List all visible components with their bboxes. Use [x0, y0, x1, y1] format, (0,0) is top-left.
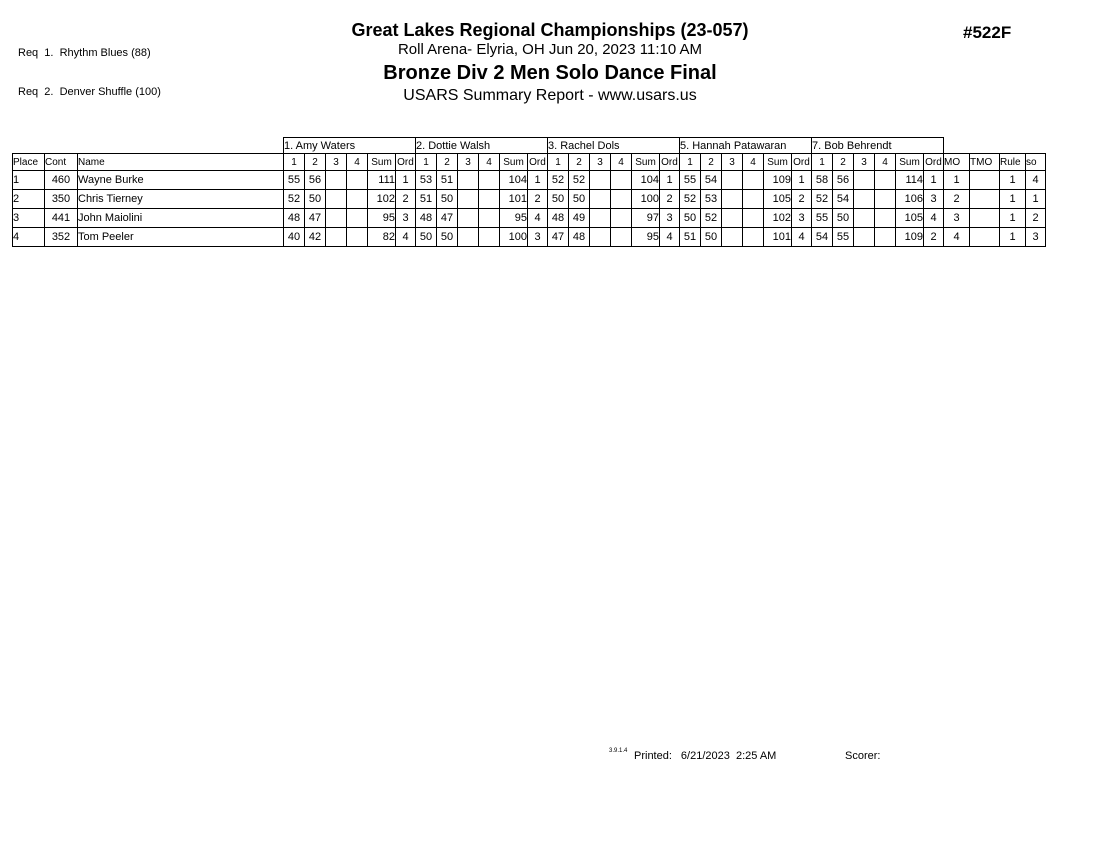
sum-cell: 95	[632, 228, 660, 247]
championship-title: Great Lakes Regional Championships (23-057)	[351, 20, 749, 40]
name-cell: Wayne Burke	[78, 171, 284, 190]
header-judge1-4: 4	[347, 154, 368, 171]
req-line-1: Req 1. Rhythm Blues (88)	[18, 47, 151, 59]
score-cell: 48	[284, 209, 305, 228]
ord-cell: 3	[396, 209, 416, 228]
ord-cell: 3	[924, 190, 944, 209]
score-cell	[743, 228, 764, 247]
score-cell: 50	[305, 190, 326, 209]
score-cell: 56	[305, 171, 326, 190]
score-cell	[458, 228, 479, 247]
judge-name: 3. Rachel Dols	[548, 138, 680, 154]
score-cell	[479, 171, 500, 190]
sum-cell: 114	[896, 171, 924, 190]
header-judge2-4: 4	[479, 154, 500, 171]
score-cell	[347, 171, 368, 190]
score-cell	[611, 171, 632, 190]
score-cell: 52	[680, 190, 701, 209]
score-cell	[722, 171, 743, 190]
header-judge3-ord: Ord	[660, 154, 680, 171]
judge-name: 2. Dottie Walsh	[416, 138, 548, 154]
score-cell	[722, 228, 743, 247]
sum-cell: 104	[632, 171, 660, 190]
ord-cell: 4	[792, 228, 812, 247]
ord-cell: 2	[660, 190, 680, 209]
printed-label: Printed:	[634, 750, 672, 762]
sum-cell: 102	[764, 209, 792, 228]
score-cell: 50	[833, 209, 854, 228]
header-judge2-3: 3	[458, 154, 479, 171]
score-cell	[590, 171, 611, 190]
sum-cell: 102	[368, 190, 396, 209]
score-cell: 55	[812, 209, 833, 228]
mo-cell: 1	[944, 171, 970, 190]
header-rule: Rule	[1000, 154, 1026, 171]
header-cont: Cont	[45, 154, 78, 171]
sum-cell: 106	[896, 190, 924, 209]
printed-line	[634, 750, 776, 762]
ord-cell: 2	[924, 228, 944, 247]
score-cell	[326, 228, 347, 247]
header-judge1-3: 3	[326, 154, 347, 171]
score-cell: 48	[416, 209, 437, 228]
score-cell	[611, 209, 632, 228]
sum-cell: 100	[632, 190, 660, 209]
score-cell: 51	[416, 190, 437, 209]
header-judge2-ord: Ord	[528, 154, 548, 171]
score-cell: 54	[833, 190, 854, 209]
score-cell: 42	[305, 228, 326, 247]
header-judge5-ord: Ord	[924, 154, 944, 171]
score-cell: 52	[701, 209, 722, 228]
header-place: Place	[13, 154, 45, 171]
score-cell	[743, 171, 764, 190]
results-table-body	[13, 171, 1046, 247]
rule-cell: 1	[1000, 171, 1026, 190]
header-judge3-4: 4	[611, 154, 632, 171]
table-row	[13, 209, 1046, 228]
column-header-row	[13, 154, 1046, 171]
score-cell: 50	[680, 209, 701, 228]
score-cell	[875, 190, 896, 209]
ord-cell: 1	[396, 171, 416, 190]
header-name: Name	[78, 154, 284, 171]
score-cell: 50	[416, 228, 437, 247]
header-judge4-4: 4	[743, 154, 764, 171]
score-cell	[590, 228, 611, 247]
judge-name-row	[13, 138, 1046, 154]
header-judge5-2: 2	[833, 154, 854, 171]
score-cell	[854, 228, 875, 247]
score-cell: 50	[701, 228, 722, 247]
header-judge5-4: 4	[875, 154, 896, 171]
header-judge5-sum: Sum	[896, 154, 924, 171]
score-cell	[458, 209, 479, 228]
score-cell	[347, 209, 368, 228]
ord-cell: 2	[528, 190, 548, 209]
name-cell: Chris Tierney	[78, 190, 284, 209]
score-cell: 48	[548, 209, 569, 228]
header-so: so	[1026, 154, 1046, 171]
sum-cell: 101	[500, 190, 528, 209]
score-cell: 53	[701, 190, 722, 209]
sum-cell: 101	[764, 228, 792, 247]
tmo-cell	[970, 209, 1000, 228]
sum-cell: 100	[500, 228, 528, 247]
score-cell: 53	[416, 171, 437, 190]
judge-row-spacer-left	[13, 138, 284, 154]
score-cell	[875, 171, 896, 190]
rule-cell: 1	[1000, 190, 1026, 209]
header-judge4-3: 3	[722, 154, 743, 171]
sum-cell: 97	[632, 209, 660, 228]
sum-cell: 105	[896, 209, 924, 228]
header-judge1-1: 1	[284, 154, 305, 171]
header-judge1-2: 2	[305, 154, 326, 171]
score-cell: 54	[701, 171, 722, 190]
judge-row-spacer-right	[944, 138, 1046, 154]
score-cell: 47	[437, 209, 458, 228]
score-cell: 47	[548, 228, 569, 247]
score-cell: 50	[569, 190, 590, 209]
judge-name: 1. Amy Waters	[284, 138, 416, 154]
sum-cell: 105	[764, 190, 792, 209]
score-cell	[743, 209, 764, 228]
score-cell: 51	[437, 171, 458, 190]
ord-cell: 1	[792, 171, 812, 190]
score-cell: 52	[569, 171, 590, 190]
ord-cell: 2	[792, 190, 812, 209]
score-cell	[722, 209, 743, 228]
score-cell	[347, 228, 368, 247]
rule-cell: 1	[1000, 209, 1026, 228]
ord-cell: 4	[660, 228, 680, 247]
sum-cell: 82	[368, 228, 396, 247]
results-table-head	[13, 138, 1046, 171]
score-cell	[347, 190, 368, 209]
ord-cell: 4	[396, 228, 416, 247]
score-cell: 55	[833, 228, 854, 247]
report-footer	[0, 748, 1100, 764]
cont-cell: 352	[45, 228, 78, 247]
mo-cell: 4	[944, 228, 970, 247]
score-cell	[590, 209, 611, 228]
score-cell	[479, 228, 500, 247]
header-judge5-3: 3	[854, 154, 875, 171]
score-cell	[854, 190, 875, 209]
sum-cell: 109	[764, 171, 792, 190]
score-cell	[743, 190, 764, 209]
so-cell: 1	[1026, 190, 1046, 209]
score-cell	[479, 209, 500, 228]
sum-cell: 95	[368, 209, 396, 228]
header-judge1-sum: Sum	[368, 154, 396, 171]
place-cell: 2	[13, 190, 45, 209]
score-cell: 50	[437, 228, 458, 247]
tmo-cell	[970, 171, 1000, 190]
header-judge4-ord: Ord	[792, 154, 812, 171]
score-cell	[875, 228, 896, 247]
score-cell: 50	[548, 190, 569, 209]
place-cell: 3	[13, 209, 45, 228]
ord-cell: 3	[792, 209, 812, 228]
printed-datetime: 6/21/2023 2:25 AM	[680, 750, 777, 762]
header-tmo: TMO	[970, 154, 1000, 171]
tmo-cell	[970, 228, 1000, 247]
score-cell	[479, 190, 500, 209]
header-judge4-2: 2	[701, 154, 722, 171]
ord-cell: 4	[528, 209, 548, 228]
scorer-label: Scorer:	[845, 750, 881, 762]
header-judge5-1: 1	[812, 154, 833, 171]
ord-cell: 3	[528, 228, 548, 247]
report-header	[0, 20, 1100, 106]
header-judge4-1: 1	[680, 154, 701, 171]
header-judge3-sum: Sum	[632, 154, 660, 171]
sum-cell: 111	[368, 171, 396, 190]
score-cell: 51	[680, 228, 701, 247]
venue-date-line: Roll Arena- Elyria, OH Jun 20, 2023 11:10 AM	[397, 41, 703, 58]
score-cell	[854, 209, 875, 228]
results-table	[12, 137, 1046, 247]
cont-cell: 460	[45, 171, 78, 190]
score-cell: 55	[284, 171, 305, 190]
mo-cell: 2	[944, 190, 970, 209]
score-cell	[875, 209, 896, 228]
cont-cell: 350	[45, 190, 78, 209]
header-judge3-3: 3	[590, 154, 611, 171]
score-cell: 52	[812, 190, 833, 209]
table-row	[13, 228, 1046, 247]
header-judge3-1: 1	[548, 154, 569, 171]
cont-cell: 441	[45, 209, 78, 228]
so-cell: 2	[1026, 209, 1046, 228]
score-cell: 54	[812, 228, 833, 247]
score-cell	[458, 190, 479, 209]
score-cell: 49	[569, 209, 590, 228]
table-row	[13, 171, 1046, 190]
score-cell: 50	[437, 190, 458, 209]
header-judge2-sum: Sum	[500, 154, 528, 171]
score-cell	[458, 171, 479, 190]
header-mo: MO	[944, 154, 970, 171]
sum-cell: 109	[896, 228, 924, 247]
score-cell	[590, 190, 611, 209]
header-judge2-2: 2	[437, 154, 458, 171]
score-cell	[722, 190, 743, 209]
so-cell: 4	[1026, 171, 1046, 190]
ord-cell: 4	[924, 209, 944, 228]
name-cell: Tom Peeler	[78, 228, 284, 247]
software-version: 3.9.1.4	[609, 748, 628, 754]
rule-cell: 1	[1000, 228, 1026, 247]
report-type-line: USARS Summary Report - www.usars.us	[403, 87, 697, 104]
score-cell: 40	[284, 228, 305, 247]
place-cell: 4	[13, 228, 45, 247]
place-cell: 1	[13, 171, 45, 190]
score-cell	[854, 171, 875, 190]
score-cell: 52	[284, 190, 305, 209]
score-cell: 56	[833, 171, 854, 190]
judge-name: 5. Hannah Patawaran	[680, 138, 812, 154]
event-number: #522F	[963, 23, 1012, 42]
event-title: Bronze Div 2 Men Solo Dance Final	[383, 62, 717, 84]
score-cell	[326, 171, 347, 190]
name-cell: John Maiolini	[78, 209, 284, 228]
score-cell: 58	[812, 171, 833, 190]
score-cell	[326, 190, 347, 209]
score-cell: 55	[680, 171, 701, 190]
judge-name: 7. Bob Behrendt	[812, 138, 944, 154]
sum-cell: 104	[500, 171, 528, 190]
score-cell: 48	[569, 228, 590, 247]
score-cell: 47	[305, 209, 326, 228]
score-cell	[611, 190, 632, 209]
ord-cell: 2	[396, 190, 416, 209]
header-judge1-ord: Ord	[396, 154, 416, 171]
ord-cell: 3	[660, 209, 680, 228]
tmo-cell	[970, 190, 1000, 209]
ord-cell: 1	[528, 171, 548, 190]
ord-cell: 1	[924, 171, 944, 190]
so-cell: 3	[1026, 228, 1046, 247]
header-judge2-1: 1	[416, 154, 437, 171]
score-cell: 52	[548, 171, 569, 190]
sum-cell: 95	[500, 209, 528, 228]
header-judge4-sum: Sum	[764, 154, 792, 171]
header-judge3-2: 2	[569, 154, 590, 171]
table-row	[13, 190, 1046, 209]
score-cell	[611, 228, 632, 247]
ord-cell: 1	[660, 171, 680, 190]
req-line-2: Req 2. Denver Shuffle (100)	[18, 86, 161, 98]
mo-cell: 3	[944, 209, 970, 228]
score-cell	[326, 209, 347, 228]
